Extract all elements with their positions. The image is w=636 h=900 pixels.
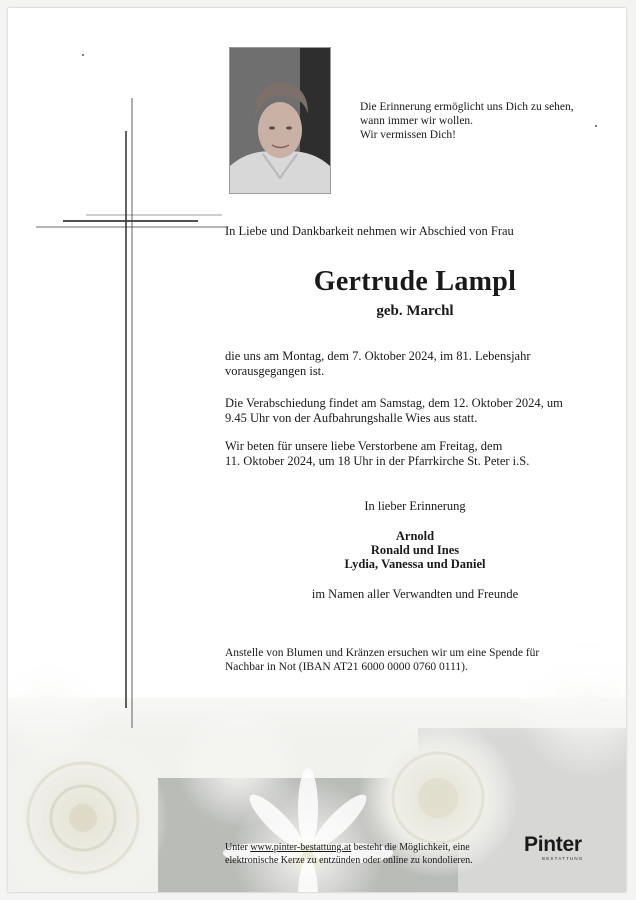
- donation-line: Nachbar in Not (IBAN AT21 6000 0000 0760 0111).: [225, 661, 468, 673]
- mourner-name: Arnold: [395, 529, 435, 543]
- memorial-quote: [360, 100, 610, 142]
- death-notice-paragraph: [225, 349, 595, 379]
- paragraph-line: 9.45 Uhr von der Aufbahrungshalle Wies aus statt.: [225, 411, 478, 425]
- paragraph-line: Wir beten für unsere liebe Verstorbene am Freitag, dem: [225, 439, 503, 453]
- mourner-name: Lydia, Vanessa und Daniel: [344, 557, 486, 571]
- intro-text: In Liebe und Dankbarkeit nehmen wir Abschied von Frau: [225, 224, 514, 238]
- donation-line: Anstelle von Blumen und Kränzen ersuchen wir um eine Spende für: [225, 647, 540, 659]
- obituary-page: [8, 8, 626, 892]
- footer-line: elektronische Kerze zu entzünden oder online zu kondolieren.: [225, 855, 473, 866]
- deceased-name: Gertrude Lampl: [313, 266, 517, 297]
- mourners-list: [225, 529, 605, 571]
- relatives-text: im Namen aller Verwandten und Freunde: [311, 587, 519, 601]
- paragraph-line: Die Verabschiedung findet am Samstag, dem 12. Oktober 2024, um: [225, 396, 563, 410]
- pinter-logo: [524, 834, 604, 861]
- prayer-paragraph: [225, 439, 595, 469]
- quote-line: wann immer wir wollen.: [360, 115, 474, 127]
- footer-note: [225, 841, 525, 867]
- footer-prefix: Unter: [225, 842, 251, 853]
- mourner-name: Ronald und Ines: [370, 543, 460, 557]
- farewell-paragraph: [225, 396, 595, 426]
- maiden-name: geb. Marchl: [376, 303, 454, 319]
- quote-line: Die Erinnerung ermöglicht uns Dich zu sehen,: [360, 101, 574, 113]
- donation-request: [225, 646, 605, 674]
- quote-line: Wir vermissen Dich!: [360, 129, 456, 141]
- logo-subtitle: BESTATTUNG: [542, 856, 584, 861]
- paragraph-line: vorausgegangen ist.: [225, 364, 325, 378]
- logo-wordmark: Pinter: [524, 833, 582, 856]
- portrait-photo: [229, 47, 331, 194]
- footer-suffix: besteht die Möglichkeit, eine: [351, 842, 470, 853]
- paragraph-line: die uns am Montag, dem 7. Oktober 2024, im 81. Lebensjahr: [225, 349, 531, 363]
- scan-speck: [82, 54, 84, 56]
- website-link[interactable]: www.pinter-bestattung.at: [250, 842, 352, 853]
- footer-line: [225, 841, 525, 854]
- scan-speck: [595, 125, 597, 127]
- memory-heading: In lieber Erinnerung: [364, 499, 466, 513]
- paragraph-line: 11. Oktober 2024, um 18 Uhr in der Pfarrkirche St. Peter i.S.: [225, 454, 530, 468]
